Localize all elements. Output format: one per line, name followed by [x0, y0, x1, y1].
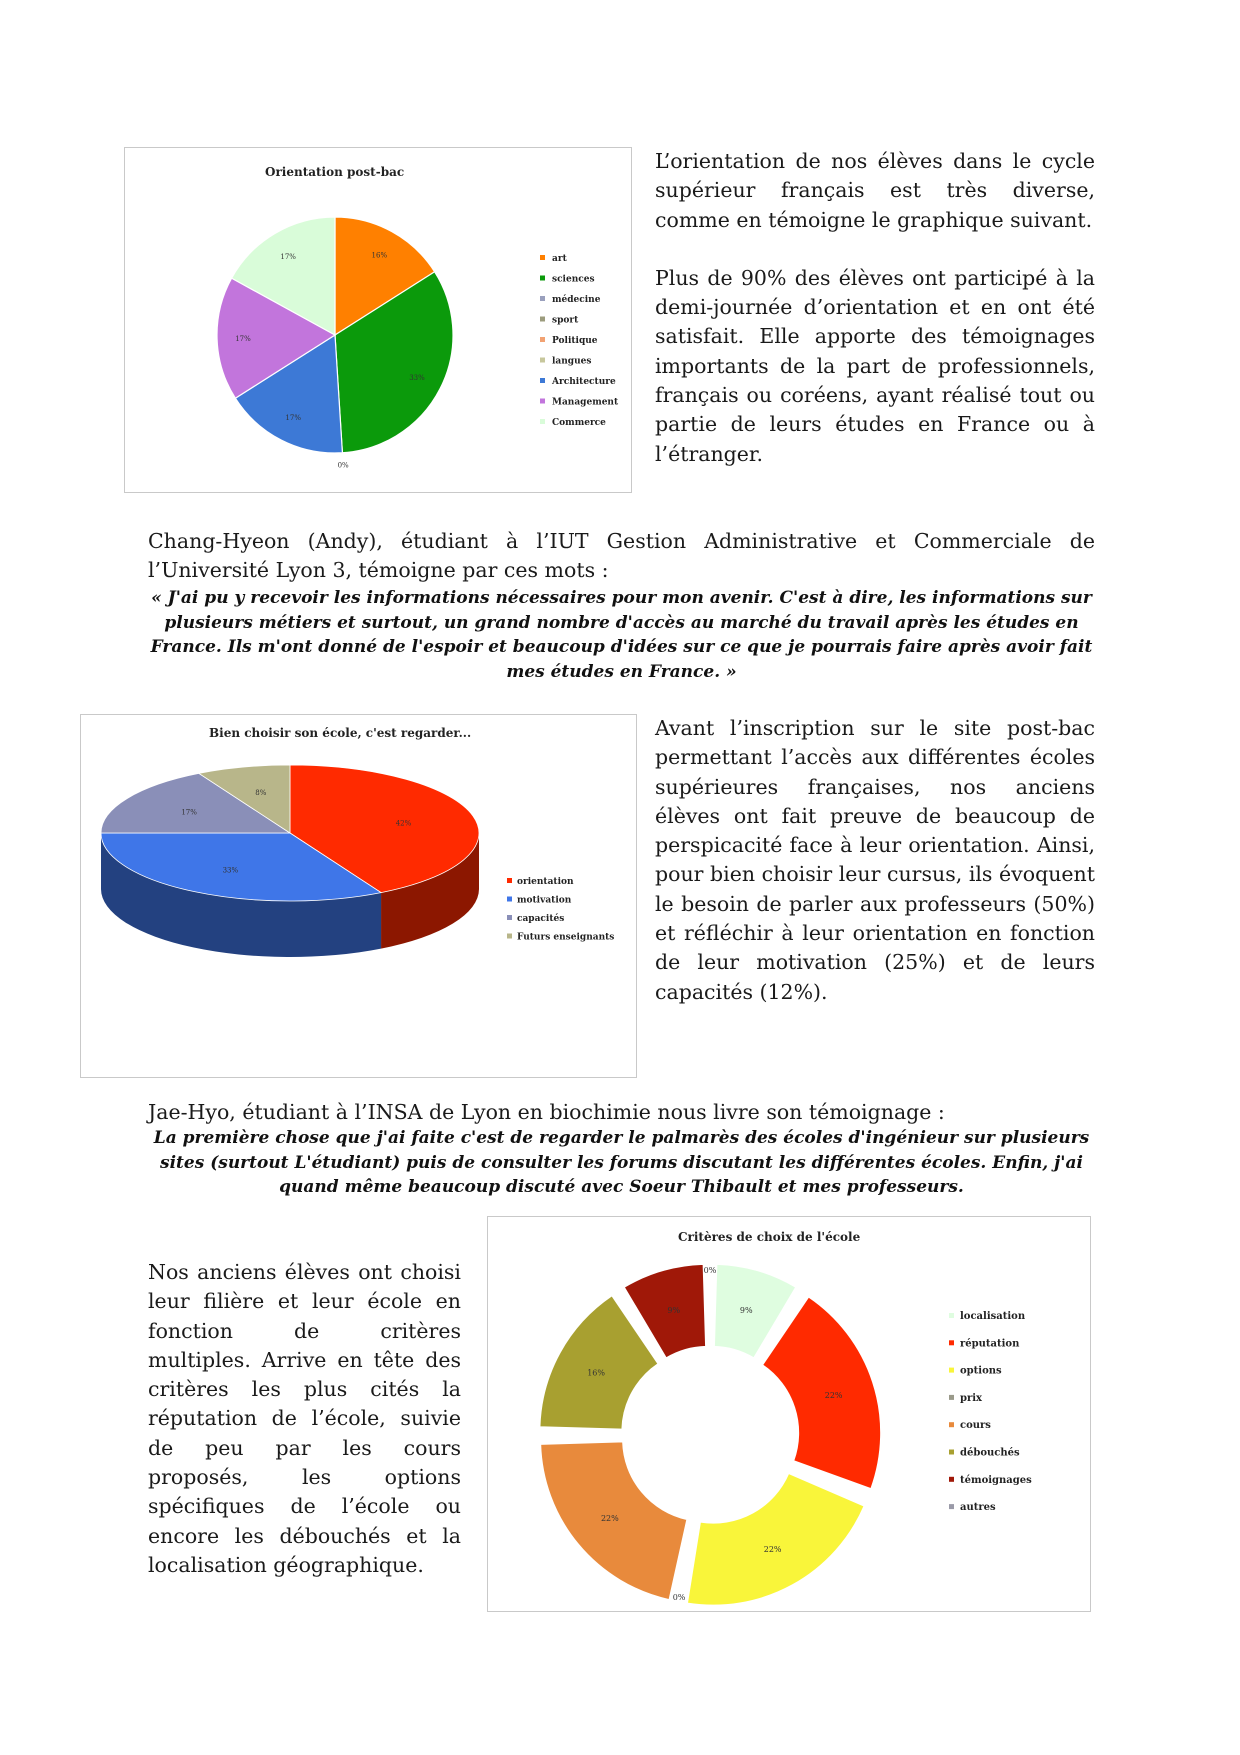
- intro-paragraph-2: Plus de 90% des élèves ont participé à la demi-journée d’orientation et en ont été satisfait. Elle apporte des témoignages importants de la part de professionnels, français ou coréens, ayant réalisé tout ou partie de leurs études en France ou à l’étranger.: [655, 265, 1095, 466]
- legend-swatch-temoignages: [949, 1477, 954, 1482]
- segment-label-autres: 0%: [703, 1266, 717, 1275]
- slice-label-architecture: 17%: [285, 414, 301, 423]
- segment-label-debouches: 16%: [587, 1368, 605, 1378]
- segment-label-prix: 0%: [672, 1593, 686, 1603]
- orientation-pie-chart: [124, 147, 632, 493]
- orientation-pie-svg: [125, 148, 633, 494]
- legend-swatch-capacites: [507, 915, 512, 920]
- legend-swatch-orientation: [507, 878, 512, 883]
- legend-label-sport: sport: [552, 315, 579, 326]
- legend-swatch-sport: [540, 317, 545, 322]
- legend-label-motivation: motivation: [517, 895, 572, 906]
- legend-swatch-motivation: [507, 897, 512, 902]
- chart-title: Bien choisir son école, c'est regarder...: [209, 726, 472, 740]
- criteres-doughnut-chart: [487, 1216, 1091, 1612]
- jaehyo-intro: Jae-Hyo, étudiant à l’INSA de Lyon en biochimie nous livre son témoignage :: [148, 1100, 945, 1124]
- legend-label-prix: prix: [960, 1392, 983, 1404]
- legend-label-autres: autres: [960, 1502, 996, 1514]
- legend-swatch-management: [540, 399, 545, 404]
- segment-label-reputation: 22%: [824, 1390, 843, 1400]
- slice-label-orientation: 42%: [395, 819, 412, 828]
- legend-label-cours: cours: [960, 1420, 991, 1432]
- legend-label-management: Management: [552, 397, 619, 408]
- slice-label-motivation: 33%: [222, 866, 239, 875]
- doughnut-segment-debouches: [540, 1296, 658, 1429]
- legend-swatch-options: [949, 1368, 954, 1373]
- legend-swatch-localisation: [949, 1313, 954, 1318]
- legend-swatch-medecine: [540, 296, 545, 301]
- bien-choisir-pie-svg: [81, 715, 638, 1079]
- slice-label-art: 16%: [371, 251, 388, 260]
- andy-intro: Chang-Hyeon (Andy), étudiant à l’IUT Gestion Administrative et Commerciale de l’Université Lyon 3, témoigne par ces mots :: [148, 529, 1095, 583]
- legend-label-temoignages: témoignages: [960, 1474, 1032, 1486]
- slice-label-commerce: 17%: [280, 252, 296, 261]
- legend-swatch-langues: [540, 358, 545, 363]
- criteres-doughnut-svg: [488, 1217, 1092, 1613]
- andy-quote: « J'ai pu y recevoir les informations nécessaires pour mon avenir. C'est à dire, les informations sur plusieurs métiers et surtout, un grand nombre d'accès au marché du travail après les études en France. Ils m'ont donné de l'espoir et beaucoup d'idées sur ce que je pourrais faire après avoir fait mes études en France. »: [150, 588, 1093, 682]
- legend-label-commerce: Commerce: [552, 418, 606, 428]
- legend-label-orientation: orientation: [517, 877, 574, 887]
- legend-swatch-debouches: [949, 1450, 954, 1455]
- intro-text: [655, 147, 1095, 469]
- legend-label-art: art: [552, 254, 567, 264]
- segment-label-cours: 22%: [600, 1513, 619, 1523]
- segment-label-localisation: 9%: [739, 1306, 753, 1316]
- segment-label-temoignages: 9%: [667, 1306, 681, 1316]
- slice-label-sciences: 33%: [409, 373, 425, 382]
- chart-title: Orientation post-bac: [265, 165, 405, 179]
- intro-paragraph-1: L’orientation de nos élèves dans le cycle supérieur français est très diverse, comme en témoigne le graphique suivant.: [655, 149, 1095, 232]
- legend-swatch-art: [540, 255, 545, 260]
- legend-label-medecine: médecine: [552, 295, 601, 305]
- legend-swatch-commerce: [540, 419, 545, 424]
- legend-label-politique: Politique: [552, 336, 598, 346]
- legend-swatch-cours: [949, 1422, 954, 1427]
- doughnut-segment-options: [687, 1474, 863, 1606]
- jaehyo-quote: La première chose que j'ai faite c'est de regarder le palmarès des écoles d'ingénieur sur plusieurs sites (surtout L'étudiant) puis de consulter les forums discutant les différentes écoles. Enfin, j'ai quand même beaucoup discuté avec Soeur Thibault et mes professeurs.: [153, 1128, 1090, 1198]
- criteria-paragraph: Nos anciens élèves ont choisi leur filière et leur école en fonction de critères multiples. Arrive en tête des critères les plus cités la réputation de l’école, suivie de peu par les cours proposés, les options spécifiques de l’école ou encore les débouchés et la localisation géographique.: [148, 1260, 461, 1577]
- legend-swatch-architecture: [540, 378, 545, 383]
- legend-label-langues: langues: [552, 356, 592, 367]
- slice-label-management: 17%: [235, 334, 251, 343]
- slice-label-capacites: 17%: [181, 808, 197, 817]
- bien-choisir-pie-chart: [80, 714, 637, 1078]
- legend-label-options: options: [960, 1365, 1002, 1377]
- legend-swatch-prix: [949, 1395, 954, 1400]
- legend-swatch-politique: [540, 337, 545, 342]
- slice-label-medecine: 0%: [337, 461, 349, 470]
- legend-swatch-autres: [949, 1504, 954, 1509]
- legend-label-localisation: localisation: [960, 1311, 1026, 1322]
- segment-label-options: 22%: [763, 1544, 782, 1554]
- legend-swatch-futurs-enseignants: [507, 934, 512, 939]
- doughnut-segment-reputation: [763, 1297, 881, 1489]
- postbac-paragraph: Avant l’inscription sur le site post-bac permettant l’accès aux différentes écoles supérieures françaises, nos anciens élèves ont fait preuve de beaucoup de perspicacité face à leur orientation. Ainsi, pour bien choisir leur cursus, ils évoquent le besoin de parler aux professeurs (50%) et réfléchir à leur orientation en fonction de leur motivation (25%) et de leurs capacités (12%).: [655, 716, 1095, 1004]
- legend-swatch-sciences: [540, 276, 545, 281]
- legend-label-sciences: sciences: [552, 274, 595, 285]
- legend-label-reputation: réputation: [960, 1338, 1020, 1350]
- legend-label-futurs-enseignants: Futurs enseignants: [517, 932, 615, 943]
- legend-label-architecture: Architecture: [552, 377, 616, 387]
- legend-label-debouches: débouchés: [960, 1447, 1020, 1459]
- legend-label-capacites: capacités: [517, 914, 565, 924]
- chart-title: Critères de choix de l'école: [678, 1230, 861, 1244]
- slice-label-futurs-enseignants: 8%: [255, 789, 267, 798]
- legend-swatch-reputation: [949, 1340, 954, 1345]
